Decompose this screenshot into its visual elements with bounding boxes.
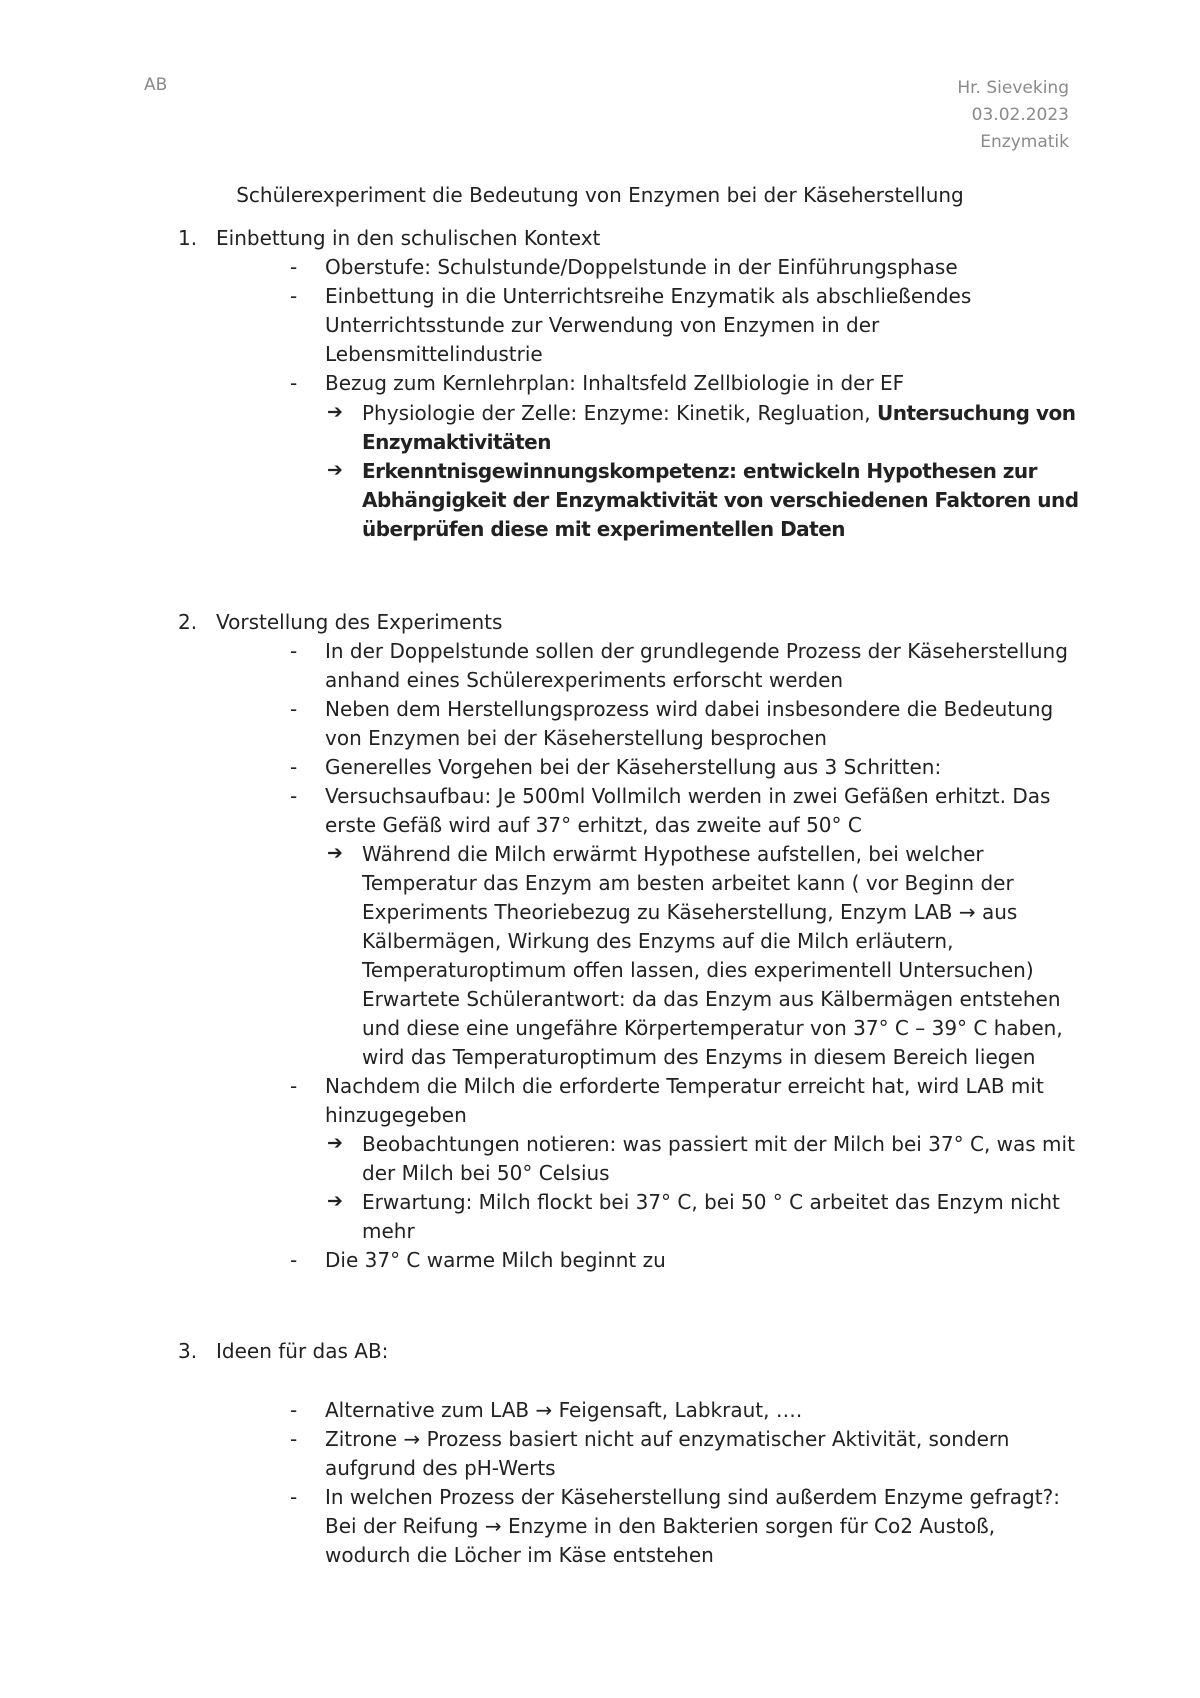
list-item: Während die Milch erwärmt Hypothese aufstellen, bei welcher: [362, 842, 984, 866]
list-item: wird das Temperaturoptimum des Enzyms in diesem Bereich liegen: [362, 1045, 1036, 1069]
bullet-dash: -: [290, 755, 298, 779]
author-name: Hr. Sieveking: [957, 78, 1069, 98]
bullet-dash: -: [290, 784, 298, 808]
document-title: Schülerexperiment die Bedeutung von Enzymen bei der Käseherstellung: [236, 183, 964, 207]
list-item: Enzymaktivitäten: [362, 430, 551, 454]
list-item: aufgrund des pH-Werts: [325, 1456, 556, 1480]
list-item: Experiments Theoriebezug zu Käseherstellung, Enzym LAB → aus: [362, 900, 1018, 924]
list-item: Kälbermägen, Wirkung des Enzyms auf die Milch erläutern,: [362, 929, 954, 953]
list-item: In der Doppelstunde sollen der grundlegende Prozess der Käseherstellung: [325, 639, 1068, 663]
list-item: Physiologie der Zelle: Enzyme: Kinetik, Regluation, Untersuchung von: [362, 401, 1076, 425]
list-item: von Enzymen bei der Käseherstellung besprochen: [325, 726, 827, 750]
list-item: Generelles Vorgehen bei der Käseherstellung aus 3 Schritten:: [325, 755, 942, 779]
header-right-block: [957, 75, 1069, 156]
bullet-dash: -: [290, 1485, 298, 1509]
list-item: und diese eine ungefähre Körpertemperatur von 37° C – 39° C haben,: [362, 1016, 1063, 1040]
list-item: Erkenntnisgewinnungskompetenz: entwickeln Hypothesen zur: [362, 459, 1038, 483]
arrow-bullet-icon: ➔: [327, 842, 343, 864]
arrow-bullet-icon: ➔: [327, 459, 343, 481]
list-item: Erwartete Schülerantwort: da das Enzym aus Kälbermägen entstehen: [362, 987, 1061, 1011]
section-3-heading: Ideen für das AB:: [216, 1339, 389, 1363]
arrow-bullet-icon: ➔: [327, 401, 343, 423]
bullet-dash: -: [290, 1074, 298, 1098]
list-item: überprüfen diese mit experimentellen Daten: [362, 517, 846, 541]
list-item: erste Gefäß wird auf 37° erhitzt, das zweite auf 50° C: [325, 813, 862, 837]
list-item: mehr: [362, 1219, 415, 1243]
arrow-bullet-icon: ➔: [327, 1190, 343, 1212]
list-item: In welchen Prozess der Käseherstellung sind außerdem Enzyme gefragt?:: [325, 1485, 1060, 1509]
inline-arrow-icon: →: [958, 900, 976, 924]
list-item: Abhängigkeit der Enzymaktivität von verschiedenen Faktoren und: [362, 488, 1079, 512]
section-2-heading: Vorstellung des Experiments: [216, 610, 503, 634]
list-item: Alternative zum LAB → Feigensaft, Labkraut, ….: [325, 1398, 803, 1422]
section-1-number: 1.: [178, 226, 198, 250]
bullet-dash: -: [290, 697, 298, 721]
list-item: wodurch die Löcher im Käse entstehen: [325, 1543, 714, 1567]
bullet-dash: -: [290, 1398, 298, 1422]
bullet-dash: -: [290, 284, 298, 308]
list-item: anhand eines Schülerexperiments erforscht werden: [325, 668, 844, 692]
document-topic: Enzymatik: [980, 132, 1069, 152]
bullet-dash: -: [290, 639, 298, 663]
section-3-number: 3.: [178, 1339, 198, 1363]
list-item: Beobachtungen notieren: was passiert mit der Milch bei 37° C, was mit: [362, 1132, 1075, 1156]
arrow-bullet-icon: ➔: [327, 1132, 343, 1154]
list-item: Die 37° C warme Milch beginnt zu: [325, 1248, 666, 1272]
list-item: Bezug zum Kernlehrplan: Inhaltsfeld Zellbiologie in der EF: [325, 371, 905, 395]
list-item: Einbettung in die Unterrichtsreihe Enzymatik als abschließendes: [325, 284, 972, 308]
list-item: Bei der Reifung → Enzyme in den Bakterien sorgen für Co2 Austoß,: [325, 1514, 996, 1538]
document-date: 03.02.2023: [971, 105, 1069, 125]
list-item: Nachdem die Milch die erforderte Temperatur erreicht hat, wird LAB mit: [325, 1074, 1044, 1098]
list-item: hinzugegeben: [325, 1103, 467, 1127]
list-item: Oberstufe: Schulstunde/Doppelstunde in der Einführungsphase: [325, 255, 958, 279]
bullet-dash: -: [290, 255, 298, 279]
section-1-heading: Einbettung in den schulischen Kontext: [216, 226, 601, 250]
list-item: Neben dem Herstellungsprozess wird dabei insbesondere die Bedeutung: [325, 697, 1054, 721]
section-2-number: 2.: [178, 610, 198, 634]
bullet-dash: -: [290, 1427, 298, 1451]
inline-arrow-icon: →: [403, 1427, 421, 1451]
list-item: Erwartung: Milch flockt bei 37° C, bei 50 ° C arbeitet das Enzym nicht: [362, 1190, 1060, 1214]
list-item: Temperaturoptimum offen lassen, dies experimentell Untersuchen): [362, 958, 1034, 982]
list-item: Lebensmittelindustrie: [325, 342, 543, 366]
list-item: Unterrichtsstunde zur Verwendung von Enzymen in der: [325, 313, 880, 337]
list-item: Temperatur das Enzym am besten arbeitet kann ( vor Beginn der: [362, 871, 1014, 895]
inline-arrow-icon: →: [535, 1398, 553, 1422]
inline-arrow-icon: →: [484, 1514, 502, 1538]
list-item: Versuchsaufbau: Je 500ml Vollmilch werden in zwei Gefäßen erhitzt. Das: [325, 784, 1051, 808]
list-item: der Milch bei 50° Celsius: [362, 1161, 610, 1185]
header-left-label: AB: [144, 75, 168, 95]
list-item: Zitrone → Prozess basiert nicht auf enzymatischer Aktivität, sondern: [325, 1427, 1010, 1451]
bullet-dash: -: [290, 1248, 298, 1272]
bullet-dash: -: [290, 371, 298, 395]
